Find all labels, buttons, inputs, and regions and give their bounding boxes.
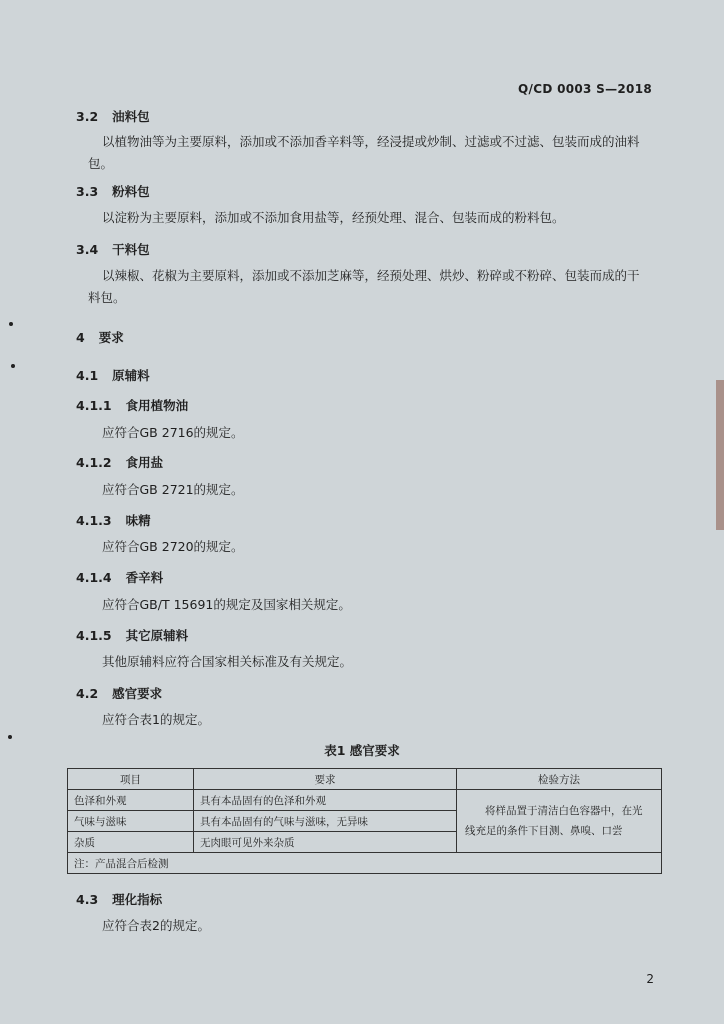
- table-cell-requirement: 具有本品固有的气味与滋味，无异味: [194, 811, 457, 832]
- section-heading-4-1-3: [76, 511, 151, 529]
- paragraph-4-1-1: 应符合GB 2716的规定。: [102, 425, 244, 440]
- section-title: 油料包: [112, 109, 150, 124]
- paragraph-4-1-5: 其他原辅料应符合国家相关标准及有关规定。: [102, 654, 353, 669]
- section-title: 要求: [98, 330, 124, 345]
- table-note-row: [68, 853, 662, 874]
- scan-bleed-mark: [716, 380, 724, 530]
- scan-speck: [11, 364, 15, 368]
- section-number: 4.1: [76, 368, 99, 383]
- section-number: 4.1.3: [76, 513, 112, 528]
- paragraph-3-2-line2: 包。: [88, 156, 114, 171]
- section-number: 4.1.4: [76, 570, 112, 585]
- section-title: 香辛料: [125, 570, 164, 585]
- paragraph-3-3: 以淀粉为主要原料，添加或不添加食用盐等，经预处理、混合、包装而成的粉料包。: [102, 210, 565, 225]
- paragraph-3-2-line1: 以植物油等为主要原料，添加或不添加香辛料等，经浸提或炒制、过滤或不过滤、包装而成的油料: [102, 134, 640, 149]
- paragraph-3-4-line2: 料包。: [88, 290, 126, 305]
- sensory-requirements-table: [67, 768, 662, 874]
- section-number: 3.4: [76, 242, 99, 257]
- section-heading-4-1-5: [76, 626, 188, 644]
- section-number: 4.1.1: [76, 398, 112, 413]
- page-number: 2: [646, 972, 654, 986]
- section-number: 3.3: [76, 184, 99, 199]
- table-cell-requirement: 具有本品固有的色泽和外观: [194, 790, 457, 811]
- section-title: 理化指标: [112, 892, 163, 907]
- scan-speck: [8, 735, 12, 739]
- section-title: 粉料包: [112, 184, 150, 199]
- paragraph-4-1-2: 应符合GB 2721的规定。: [102, 482, 244, 497]
- section-heading-4-2: [76, 684, 162, 702]
- section-heading-4-1-2: [76, 453, 163, 471]
- section-heading-4-1: [76, 366, 150, 384]
- method-line-2: 线充足的条件下目测、鼻嗅、口尝: [465, 825, 623, 837]
- section-title: 食用植物油: [125, 398, 189, 413]
- standard-code: Q/CD 0003 S—2018: [518, 82, 652, 96]
- section-heading-4-1-1: [76, 396, 188, 414]
- scan-speck: [9, 322, 13, 326]
- section-heading-3-3: [76, 182, 150, 200]
- table-header-item: 项目: [68, 769, 194, 790]
- section-title: 原辅料: [112, 368, 150, 383]
- table-cell-item: 杂质: [68, 832, 194, 853]
- table-header-row: [68, 769, 662, 790]
- section-heading-4: [76, 328, 124, 346]
- table-header-requirement: 要求: [194, 769, 457, 790]
- section-number: 4.2: [76, 686, 99, 701]
- paragraph-4-1-3: 应符合GB 2720的规定。: [102, 539, 244, 554]
- section-number: 4.1.5: [76, 628, 112, 643]
- section-title: 味精: [125, 513, 151, 528]
- section-number: 4.3: [76, 892, 99, 907]
- section-title: 其它原辅料: [125, 628, 189, 643]
- section-title: 食用盐: [125, 455, 164, 470]
- section-title: 感官要求: [112, 686, 163, 701]
- paragraph-4-2: 应符合表1的规定。: [102, 712, 210, 727]
- paragraph-4-1-4: 应符合GB/T 15691的规定及国家相关规定。: [102, 597, 351, 612]
- table-cell-item: 色泽和外观: [68, 790, 194, 811]
- section-number: 3.2: [76, 109, 99, 124]
- section-heading-4-1-4: [76, 568, 163, 586]
- section-number: 4: [76, 330, 85, 345]
- paragraph-4-3: 应符合表2的规定。: [102, 918, 210, 933]
- table-cell-item: 气味与滋味: [68, 811, 194, 832]
- section-heading-3-2: [76, 107, 150, 125]
- section-heading-4-3: [76, 890, 162, 908]
- table-note: 注：产品混合后检测: [68, 853, 662, 874]
- section-number: 4.1.2: [76, 455, 112, 470]
- table-cell-requirement: 无肉眼可见外来杂质: [194, 832, 457, 853]
- table-header-method: 检验方法: [457, 769, 662, 790]
- table-caption: 表1 感官要求: [324, 743, 400, 758]
- table-row: [68, 790, 662, 811]
- table-cell-method: [457, 790, 662, 853]
- paragraph-3-4-line1: 以辣椒、花椒为主要原料，添加或不添加芝麻等，经预处理、烘炒、粉碎或不粉碎、包装而成的干: [102, 268, 640, 283]
- section-title: 干料包: [112, 242, 150, 257]
- section-heading-3-4: [76, 240, 150, 258]
- method-line-1: 将样品置于清洁白色容器中，在光: [485, 805, 643, 817]
